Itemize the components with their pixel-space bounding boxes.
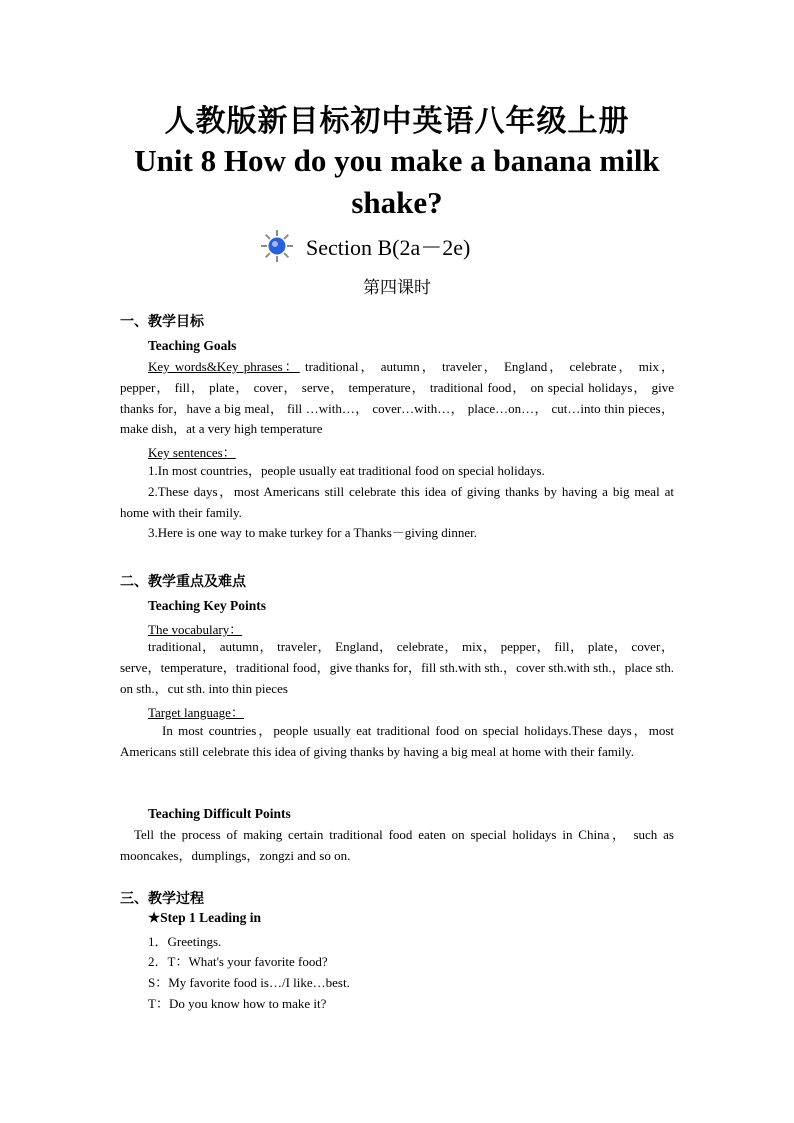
section-heading	[260, 226, 470, 266]
page-title-unit: Unit 8 How do you make a banana milk shake?	[134, 143, 660, 220]
process-heading: 三、教学过程	[120, 891, 204, 907]
key-sentence: 3.Here is one way to make turkey for a Thanks－giving dinner.	[148, 525, 478, 541]
vocabulary-text: traditional， autumn， traveler， England， celebrate， mix， pepper， fill， plate， cover， serve，temperature，traditional food，give thanks for，fill sth.with sth.，cover sth.with sth.，place sth. on sth.，cut sth. into thin pieces	[120, 639, 674, 696]
target-language-text: In most countries，people usually eat traditional food on special holidays.These days，most Americans still celebrate this idea of giving thanks by having a big meal at home with their family.	[120, 723, 674, 759]
key-words-label: Key words&Key phrases：	[148, 359, 300, 374]
process-line: S：My favorite food is…/I like…best.	[148, 975, 350, 990]
teaching-key-points-subheading: Teaching Key Points	[148, 598, 267, 613]
key-sentence: 1.In most countries，people usually eat traditional food on special holidays.	[148, 463, 545, 478]
difficult-points-paragraph	[120, 825, 674, 867]
process-line: 1．Greetings.	[148, 934, 222, 949]
vocabulary-label: The vocabulary：	[148, 622, 243, 637]
process-line: 2．T：What's your favorite food?	[148, 954, 328, 969]
section-label: Section B(2a－2e)	[306, 234, 471, 260]
teaching-difficult-points-subheading: Teaching Difficult Points	[148, 806, 291, 821]
goals-heading: 一、教学目标	[120, 314, 204, 330]
lesson-label: 第四课时	[363, 278, 431, 298]
key-words-paragraph	[120, 357, 674, 440]
teaching-goals-subheading: Teaching Goals	[148, 338, 237, 353]
key-points-heading: 二、教学重点及难点	[120, 574, 246, 590]
target-language-label: Target language：	[148, 705, 244, 720]
target-language-paragraph	[120, 721, 674, 763]
step1-heading: ★Step 1 Leading in	[148, 910, 262, 925]
sun-decoration-icon	[260, 229, 294, 263]
key-words-text: traditional， autumn， traveler， England， celebrate， mix， pepper， fill， plate， cover， serve， temperature， traditional food， on special holidays， give thanks for，have a big meal， fill …with…， cover…with…， place…on…， cut…into thin pieces，make dish，at a very high temperature	[120, 359, 674, 437]
process-line: T：Do you know how to make it?	[148, 996, 327, 1011]
key-sentence: 2.These days，most Americans still celebrate this idea of giving thanks by having a big meal at home with their family.	[120, 483, 674, 520]
key-sentences-list	[120, 461, 674, 544]
vocabulary-paragraph	[120, 637, 674, 699]
difficult-points-text: Tell the process of making certain traditional food eaten on special holidays in China， such as mooncakes，dumplings，zongzi and so on.	[120, 827, 674, 863]
page-title-chinese: 人教版新目标初中英语八年级上册	[164, 104, 630, 139]
key-sentences-label: Key sentences：	[148, 445, 236, 460]
